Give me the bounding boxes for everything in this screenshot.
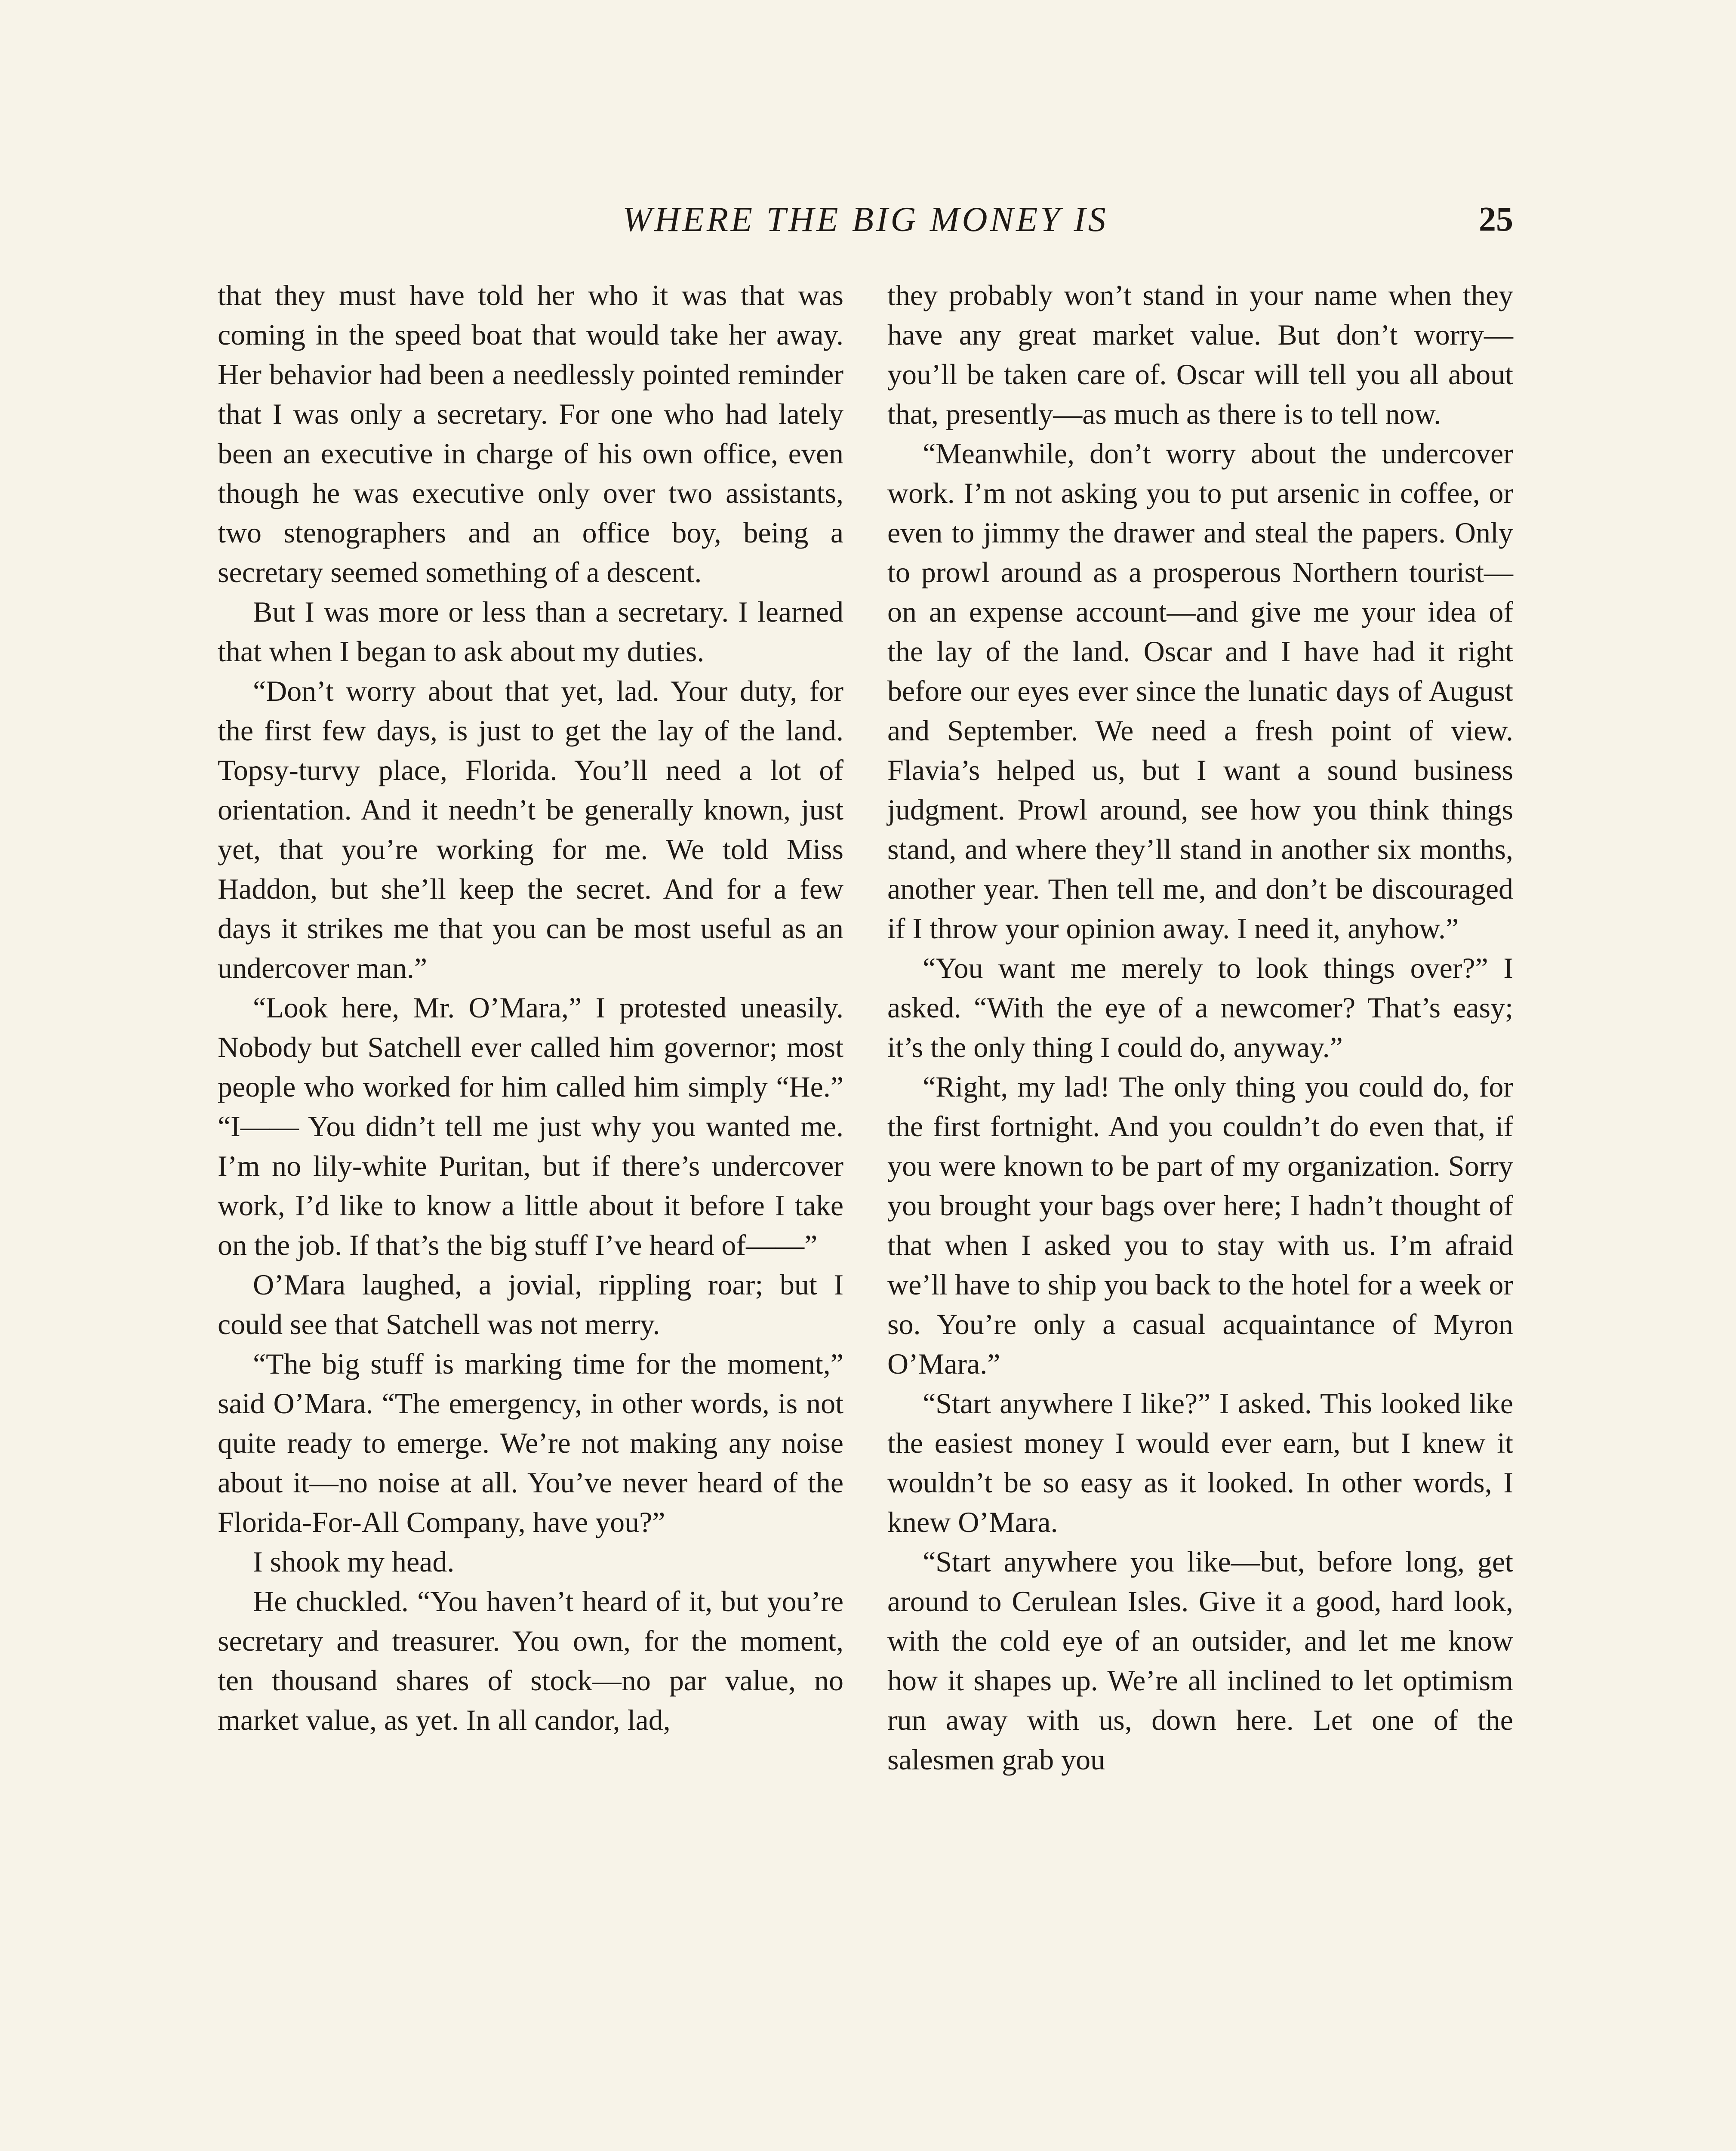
paragraph: O’Mara laughed, a jovial, rippling roar; but I could see that Satchell was not merry. xyxy=(218,1268,843,1341)
paragraph: “Start anywhere I like?” I asked. This looked like the easiest money I would ever earn, but I knew it wouldn’t be so easy as it looked. In other words, I knew O’Mara. xyxy=(887,1387,1513,1538)
paragraph: But I was more or less than a secretary. I learned that when I began to ask about my duties. xyxy=(218,595,843,668)
paragraph: “You want me merely to look things over?” I asked. “With the eye of a newcomer? That’s easy; it’s the only thing I could do, anyway.” xyxy=(887,952,1513,1063)
running-title: WHERE THE BIG MONEY IS xyxy=(622,200,1108,239)
left-text-column xyxy=(218,275,843,1740)
paragraph: “Look here, Mr. O’Mara,” I protested uneasily. Nobody but Satchell ever called him governor; most people who worked for him called him simply “He.” “I—— You didn’t tell me just why you wanted me. I’m no lily-white Puritan, but if there’s undercover work, I’d like to know a little about it before I take on the job. If that’s the big stuff I’ve heard of——” xyxy=(218,991,843,1261)
paragraph: “Meanwhile, don’t worry about the undercover work. I’m not asking you to put arsenic in coffee, or even to jimmy the drawer and steal the papers. Only to prowl around as a prosperous Northern tourist—on an expense account—and give me your idea of the lay of the land. Oscar and I have had it right before our eyes ever since the lunatic days of August and September. We need a fresh point of view. Flavia’s helped us, but I want a sound business judgment. Prowl around, see how you think things stand, and where they’ll stand in another six months, another year. Then tell me, and don’t be discouraged if I throw your opinion away. I need it, anyhow.” xyxy=(887,437,1513,945)
page-number: 25 xyxy=(1479,200,1513,238)
paragraph: “The big stuff is marking time for the moment,” said O’Mara. “The emergency, in other words, is not quite ready to emerge. We’re not making any noise about it—no noise at all. You’ve never heard of the Florida-For-All Company, have you?” xyxy=(218,1347,843,1538)
paragraph: that they must have told her who it was that was coming in the speed boat that would take her away. Her behavior had been a needlessly pointed reminder that I was only a secretary. For one who had lately been an executive in charge of his own office, even though he was executive only over two assistants, two stenographers and an office boy, being a secretary seemed something of a descent. xyxy=(218,279,843,589)
paragraph: “Start anywhere you like—but, before long, get around to Cerulean Isles. Give it a good, hard look, with the cold eye of an outsider, and let me know how it shapes up. We’re all inclined to let optimism run away with us, down here. Let one of the salesmen grab you xyxy=(887,1545,1513,1776)
paragraph: they probably won’t stand in your name when they have any great market value. But don’t worry—you’ll be taken care of. Oscar will tell you all about that, presently—as much as there is to tell now. xyxy=(887,279,1513,430)
paragraph: I shook my head. xyxy=(253,1545,455,1578)
paragraph: “Right, my lad! The only thing you could do, for the first fortnight. And you couldn’t do even that, if you were known to be part of my organization. Sorry you brought your bags over here; I hadn’t thought of that when I asked you to stay with us. I’m afraid we’ll have to ship you back to the hotel for a week or so. You’re only a casual acquaintance of Myron O’Mara.” xyxy=(887,1070,1513,1380)
paragraph: “Don’t worry about that yet, lad. Your duty, for the first few days, is just to get the lay of the land. Topsy-turvy place, Florida. You’ll need a lot of orientation. And it needn’t be generally known, just yet, that you’re working for me. We told Miss Haddon, but she’ll keep the secret. And for a few days it strikes me that you can be most useful as an undercover man.” xyxy=(218,675,843,984)
paragraph: He chuckled. “You haven’t heard of it, but you’re secretary and treasurer. You own, for the moment, ten thousand shares of stock—no par value, no market value, as yet. In all candor, lad, xyxy=(218,1585,843,1736)
right-text-column xyxy=(887,275,1513,1779)
running-head xyxy=(218,196,1513,243)
